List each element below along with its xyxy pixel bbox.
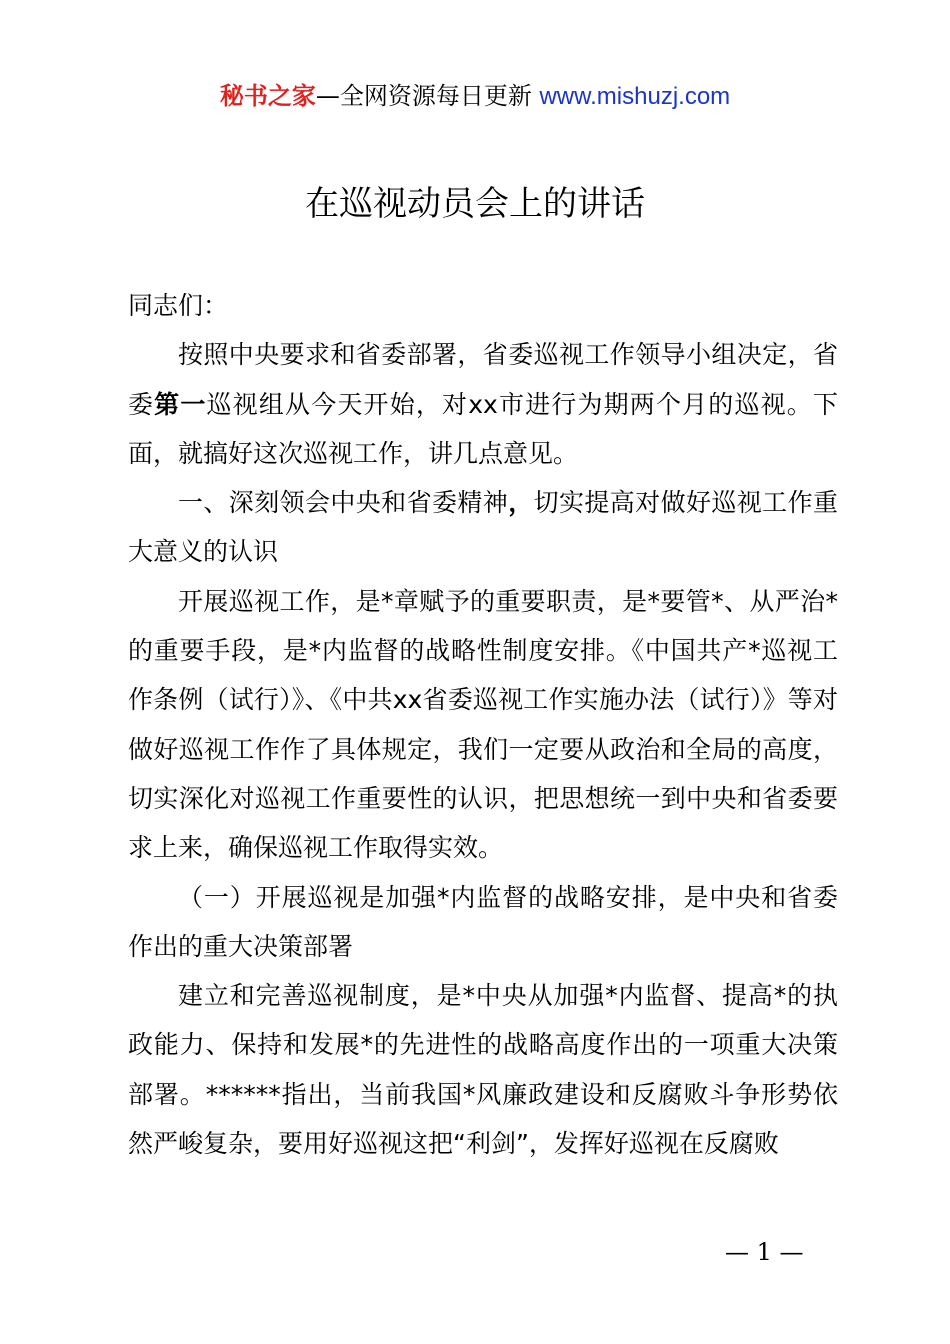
subsection-heading-1: （一）开展巡视是加强*内监督的战略安排，是中央和省委作出的重大决策部署 — [128, 882, 838, 961]
paragraph-intro — [128, 330, 838, 478]
paragraph-subsection-1: 建立和完善巡视制度，是*中央从加强*内监督、提高*的执政能力、保持和发展*的先进性的战略高度作出的一项重大决策部署。******指出，当前我国*风廉政建设和反腐败斗争形势依然严峻复杂，要用好巡视这把“利剑”，发挥好巡视在反腐败 — [128, 981, 838, 1159]
salutation: 同志们： — [128, 291, 229, 320]
heading1-start: 一、深刻领会中央和省委精神 — [178, 488, 509, 518]
document-body — [128, 281, 838, 1168]
paragraph-section-1: 开展巡视工作，是*章赋予的重要职责，是*要管*、从严治*的重要手段，是*内监督的战略性制度安排。《中国共产*巡视工作条例（试行）》、《中共xx省委巡视工作实施办法（试行）》等对做好巡视工作作了具体规定，我们一定要从政治和全局的高度，切实深化对巡视工作重要性的认识，把思想统一到中央和省委要求上来，确保巡视工作取得实效。 — [128, 586, 838, 863]
heading1-comma: ， — [508, 488, 534, 518]
heading1-end: 切实提高对做好巡视工作重大意义的认识 — [128, 488, 838, 567]
intro-bold-text: 第一 — [154, 389, 207, 419]
intro-text-end: 巡视组从今天开始，对xx市进行为期两个月的巡视。下面，就搞好这次巡视工作，讲几点意见。 — [128, 389, 838, 468]
page-number: — 1 — — [725, 1238, 804, 1266]
intro-text-start: 按照中央要求和省委部署，省委巡视工作领导小组决定，省委 — [128, 340, 838, 419]
document-title: 在巡视动员会上的讲话 — [305, 184, 645, 224]
section-heading-1 — [128, 478, 838, 577]
brand-name: 秘书之家 — [219, 82, 316, 110]
site-header — [0, 80, 950, 113]
header-tagline: —全网资源每日更新 — [315, 82, 540, 110]
site-url[interactable]: www.mishuzj.com — [539, 83, 731, 110]
